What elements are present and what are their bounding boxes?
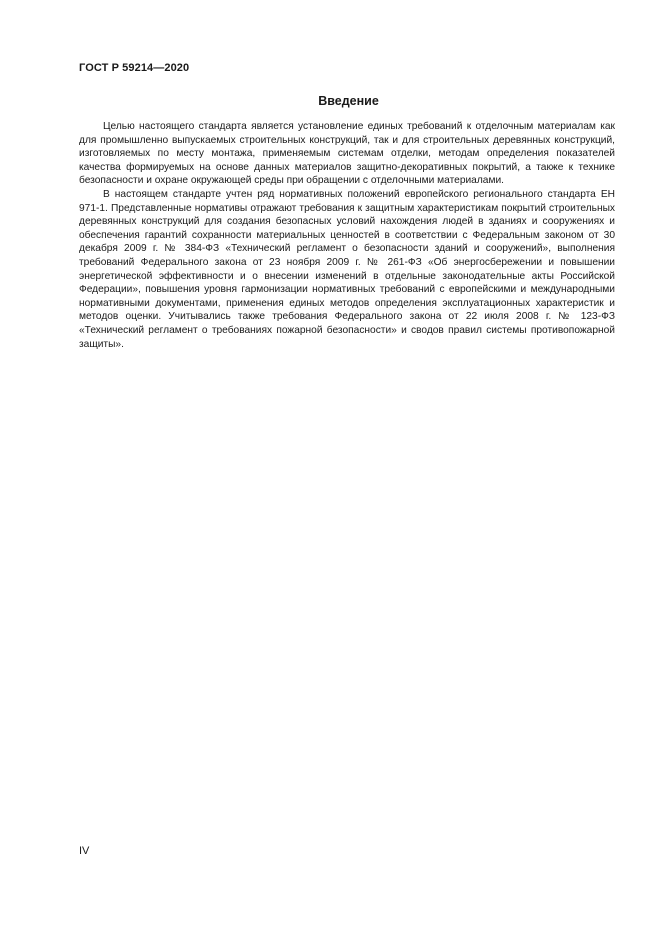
paragraph: В настоящем стандарте учтен ряд нормативных положений европейского регионального стандарта ЕН 971-1. Представленные нормативы отражают требования к защитным характеристикам покрытий строительных деревянных конструкций для создания безопасных условий нахождения людей в зданиях и сооружениях и обеспечения гарантий сохранности материальных ценностей в соответствии с Федеральным законом от 30 декабря 2009 г. № 384-ФЗ «Технический регламент о безопасности зданий и сооружений», выполнения требований Федерального закона от 23 ноября 2009 г. № 261-ФЗ «Об энергосбережении и повышении энергетической эффективности и о внесении изменений в отдельные законодательные акты Российской Федерации», повышения уровня гармонизации нормативных требований с европейскими и международными нормативными документами, применения единых методов определения эксплуатационных характеристик и методов оценки. Учитывались также требования Федерального закона от 22 июля 2008 г. № 123-ФЗ «Технический регламент о требованиях пожарной безопасности» и сводов правил системы противопожарной защиты».: [79, 188, 615, 350]
body-text: [79, 120, 615, 351]
document-code: ГОСТ Р 59214—2020: [79, 62, 190, 74]
paragraph: Целью настоящего стандарта является установление единых требований к отделочным материалам как для промышленно выпускаемых строительных конструкций, так и для строительных деревянных конструкций, изготовляемых по месту монтажа, применяемым системам отделки, методам определения показателей качества формируемых на основе данных материалов защитно-декоративных покрытий, а также к технике безопасности и охране окружающей среды при обращении с отделочными материалами.: [79, 121, 615, 187]
section-title: Введение: [318, 94, 379, 108]
page-number: IV: [79, 845, 90, 857]
